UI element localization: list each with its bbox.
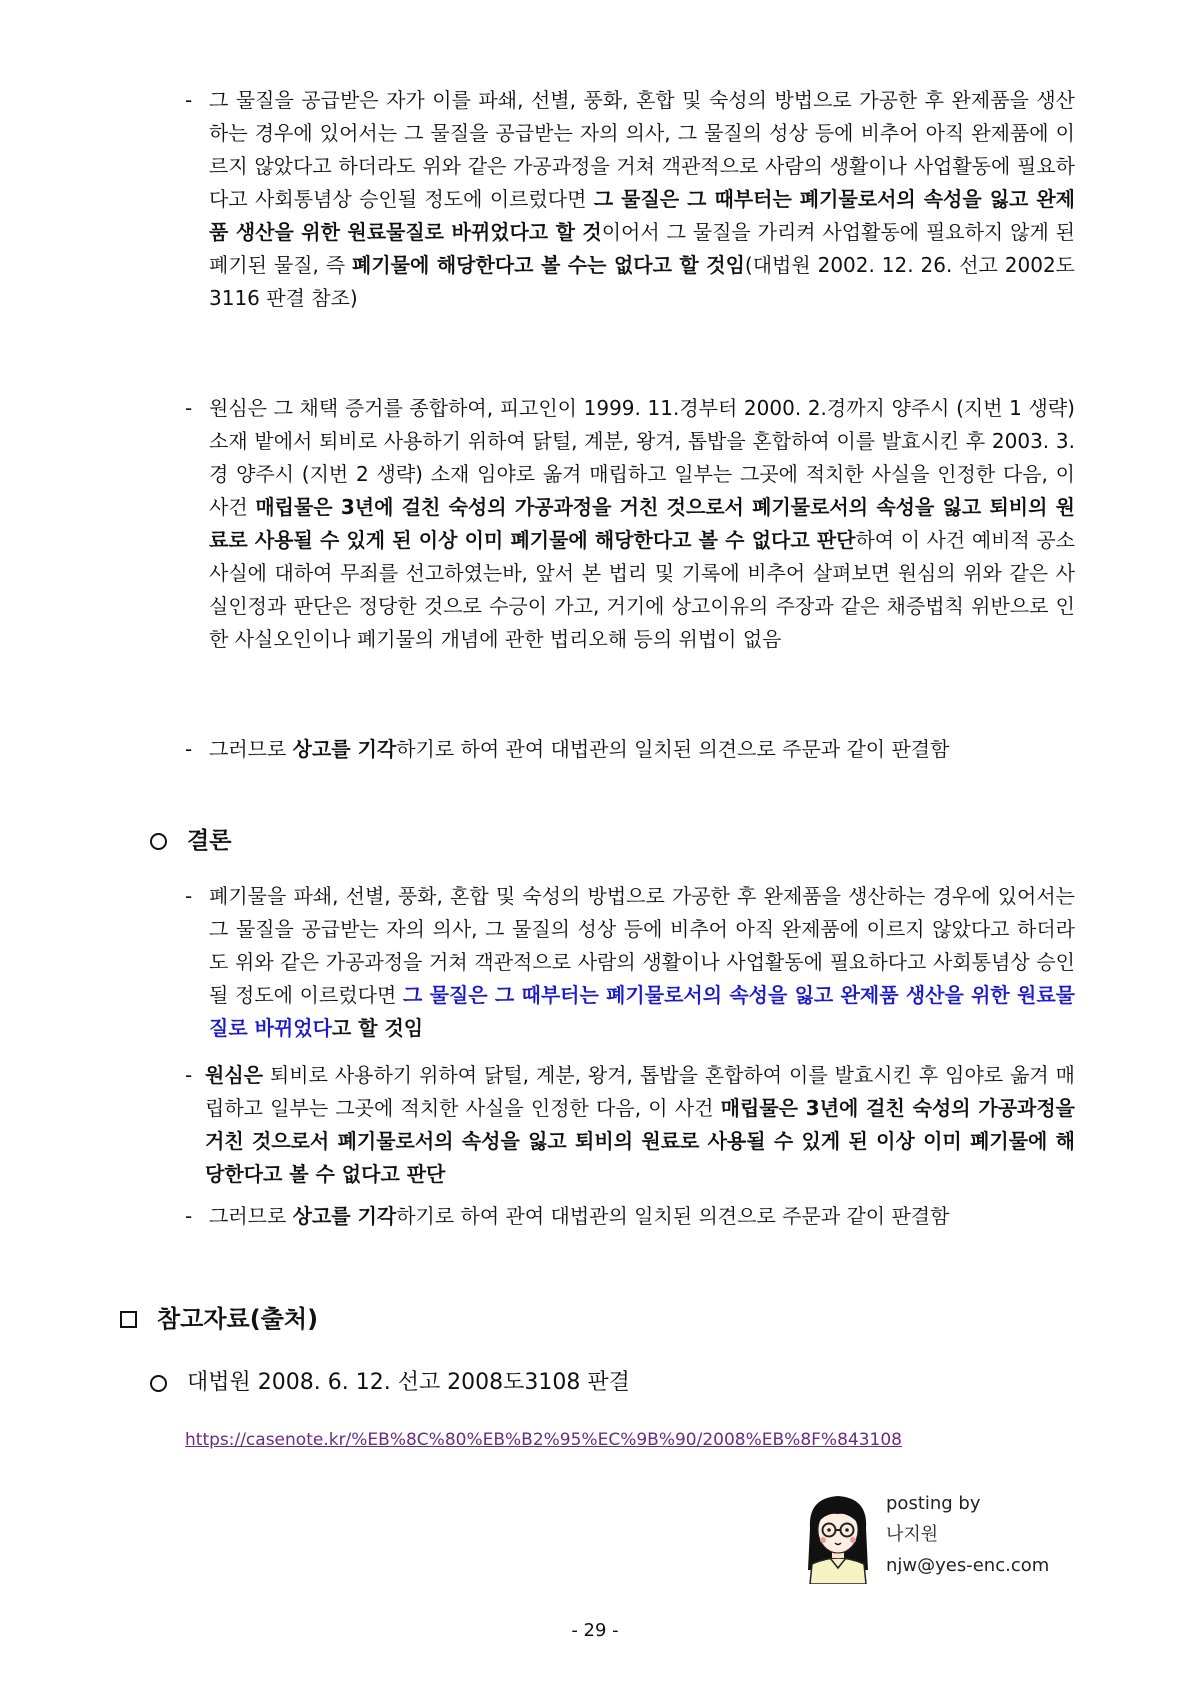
emphasis-text: 상고를 기각 [292,1204,397,1228]
circle-bullet-icon [150,1375,167,1392]
paragraph-dismissal [185,733,1075,766]
paragraph-body: 그러므로 상고를 기각하기로 하여 관여 대법관의 일치된 의견으로 주문과 같이 판결함 [209,1204,950,1228]
page-number: - 29 - [571,1620,619,1641]
conclusion-item-2 [185,1059,1075,1191]
bullet-dash: - [185,1063,193,1087]
poster-email: njw@yes-enc.com [886,1555,1050,1576]
emphasis-text: 그 물질은 그 때부터는 폐기물로서의 속성을 잃고 완제품 생산을 위한 원료물질로 바뀌었다고 할 것 [209,187,1075,244]
paragraph-body: 원심은 그 채택 증거를 종합하여, 피고인이 1999. 11.경부터 2000. 2.경까지 양주시 (지번 1 생략) 소재 밭에서 퇴비로 사용하기 위하여 닭털, 계분, 왕겨, 톱밥을 혼합하여 이를 발효시킨 후 2003. 3.경 양주시 (지번 2 생략) 소재 임야로 옮겨 매립하고 일부는 그곳에 적치한 사실을 인정한 다음, 이 사건 매립물은 3년에 걸친 숙성의 가공과정을 거친 것으로서 폐기물로서의 속성을 잃고 퇴비의 원료로 사용될 수 있게 된 이상 이미 폐기물에 해당한다고 볼 수 없다고 판단하여 이 사건 예비적 공소사실에 대하여 무죄를 선고하였는바, 앞서 본 법리 및 기록에 비추어 살펴보면 원심의 위와 같은 사실인정과 판단은 정당한 것으로 수긍이 가고, 거기에 상고이유의 주장과 같은 채증법칙 위반으로 인한 사실오인이나 폐기물의 개념에 관한 법리오해 등의 위법이 없음 [209,396,1075,651]
paragraph-lower-court [185,392,1075,656]
reference-title: 대법원 2008. 6. 12. 선고 2008도3108 판결 [150,1368,630,1398]
avatar-icon [802,1488,874,1584]
emphasis-text: 폐기물에 해당한다고 볼 수는 없다고 할 것임 [352,253,745,277]
paragraph-body: 그 물질을 공급받은 자가 이를 파쇄, 선별, 풍화, 혼합 및 숙성의 방법으로 가공한 후 완제품을 생산하는 경우에 있어서는 그 물질을 공급받는 자의 의사, 그 물질의 성상 등에 비추어 아직 완제품에 이르지 않았다고 하더라도 위와 같은 가공과정을 거쳐 객관적으로 사람의 생활이나 사업활동에 필요하다고 사회통념상 승인될 정도에 이르렀다면 그 물질은 그 때부터는 폐기물로서의 속성을 잃고 완제품 생산을 위한 원료물질로 바뀌었다고 할 것이어서 그 물질을 가리켜 사업활동에 필요하지 않게 된 폐기된 물질, 즉 폐기물에 해당한다고 볼 수는 없다고 할 것임(대법원 2002. 12. 26. 선고 2002도3116 판결 참조) [209,88,1075,310]
paragraph-legal-principle [185,84,1075,315]
conclusion-item-1 [185,880,1075,1045]
heading-references: 참고자료(출처) [120,1304,318,1334]
bullet-dash: - [185,88,193,112]
emphasis-text: 상고를 기각 [292,737,397,761]
bullet-dash: - [185,1204,193,1228]
square-bullet-icon [120,1311,137,1328]
reference-link[interactable]: https://casenote.kr/%EB%8C%80%EB%B2%95%EC%9B%90/2008%EB%8F%843108 [185,1430,902,1450]
circle-bullet-icon [150,833,167,850]
emphasis-text: 매립물은 3년에 걸친 숙성의 가공과정을 거친 것으로서 폐기물로서의 속성을 잃고 퇴비의 원료로 사용될 수 있게 된 이상 이미 폐기물에 해당한다고 볼 수 없다고 판단 [209,495,1075,552]
paragraph-body: 원심은 퇴비로 사용하기 위하여 닭털, 계분, 왕겨, 톱밥을 혼합하여 이를 발효시킨 후 임야로 옮겨 매립하고 일부는 그곳에 적치한 사실을 인정한 다음, 이 사건 매립물은 3년에 걸친 숙성의 가공과정을 거친 것으로서 폐기물로서의 속성을 잃고 퇴비의 원료로 사용될 수 있게 된 이상 이미 폐기물에 해당한다고 볼 수 없다고 판단 [205,1063,1075,1186]
paragraph-body: 폐기물을 파쇄, 선별, 풍화, 혼합 및 숙성의 방법으로 가공한 후 완제품을 생산하는 경우에 있어서는 그 물질을 공급받는 자의 의사, 그 물질의 성상 등에 비추어 아직 완제품에 이르지 않았다고 하더라도 위와 같은 가공과정을 거쳐 객관적으로 사람의 생활이나 사업활동에 필요하다고 사회통념상 승인될 정도에 이르렀다면 그 물질은 그 때부터는 폐기물로서의 속성을 잃고 완제품 생산을 위한 원료물질로 바뀌었다고 할 것임 [209,884,1075,1040]
bullet-dash: - [185,396,193,420]
poster-info [886,1488,1049,1581]
bullet-dash: - [185,884,193,908]
bullet-dash: - [185,737,193,761]
paragraph-body: 그러므로 상고를 기각하기로 하여 관여 대법관의 일치된 의견으로 주문과 같이 판결함 [209,737,950,761]
posting-by-label: posting by [886,1493,981,1514]
highlight-text: 그 물질은 그 때부터는 폐기물로서의 속성을 잃고 완제품 생산을 위한 원료물질로 바뀌었다 [209,983,1075,1040]
heading-conclusion: 결론 [150,826,231,856]
conclusion-item-3 [185,1200,1075,1233]
emphasis-text: 매립물은 3년에 걸친 숙성의 가공과정을 거친 것으로서 폐기물로서의 속성을 잃고 퇴비의 원료로 사용될 수 있게 된 이상 이미 폐기물에 해당한다고 볼 수 없다고 판단 [205,1096,1075,1186]
poster-name: 나지원 [886,1524,939,1545]
